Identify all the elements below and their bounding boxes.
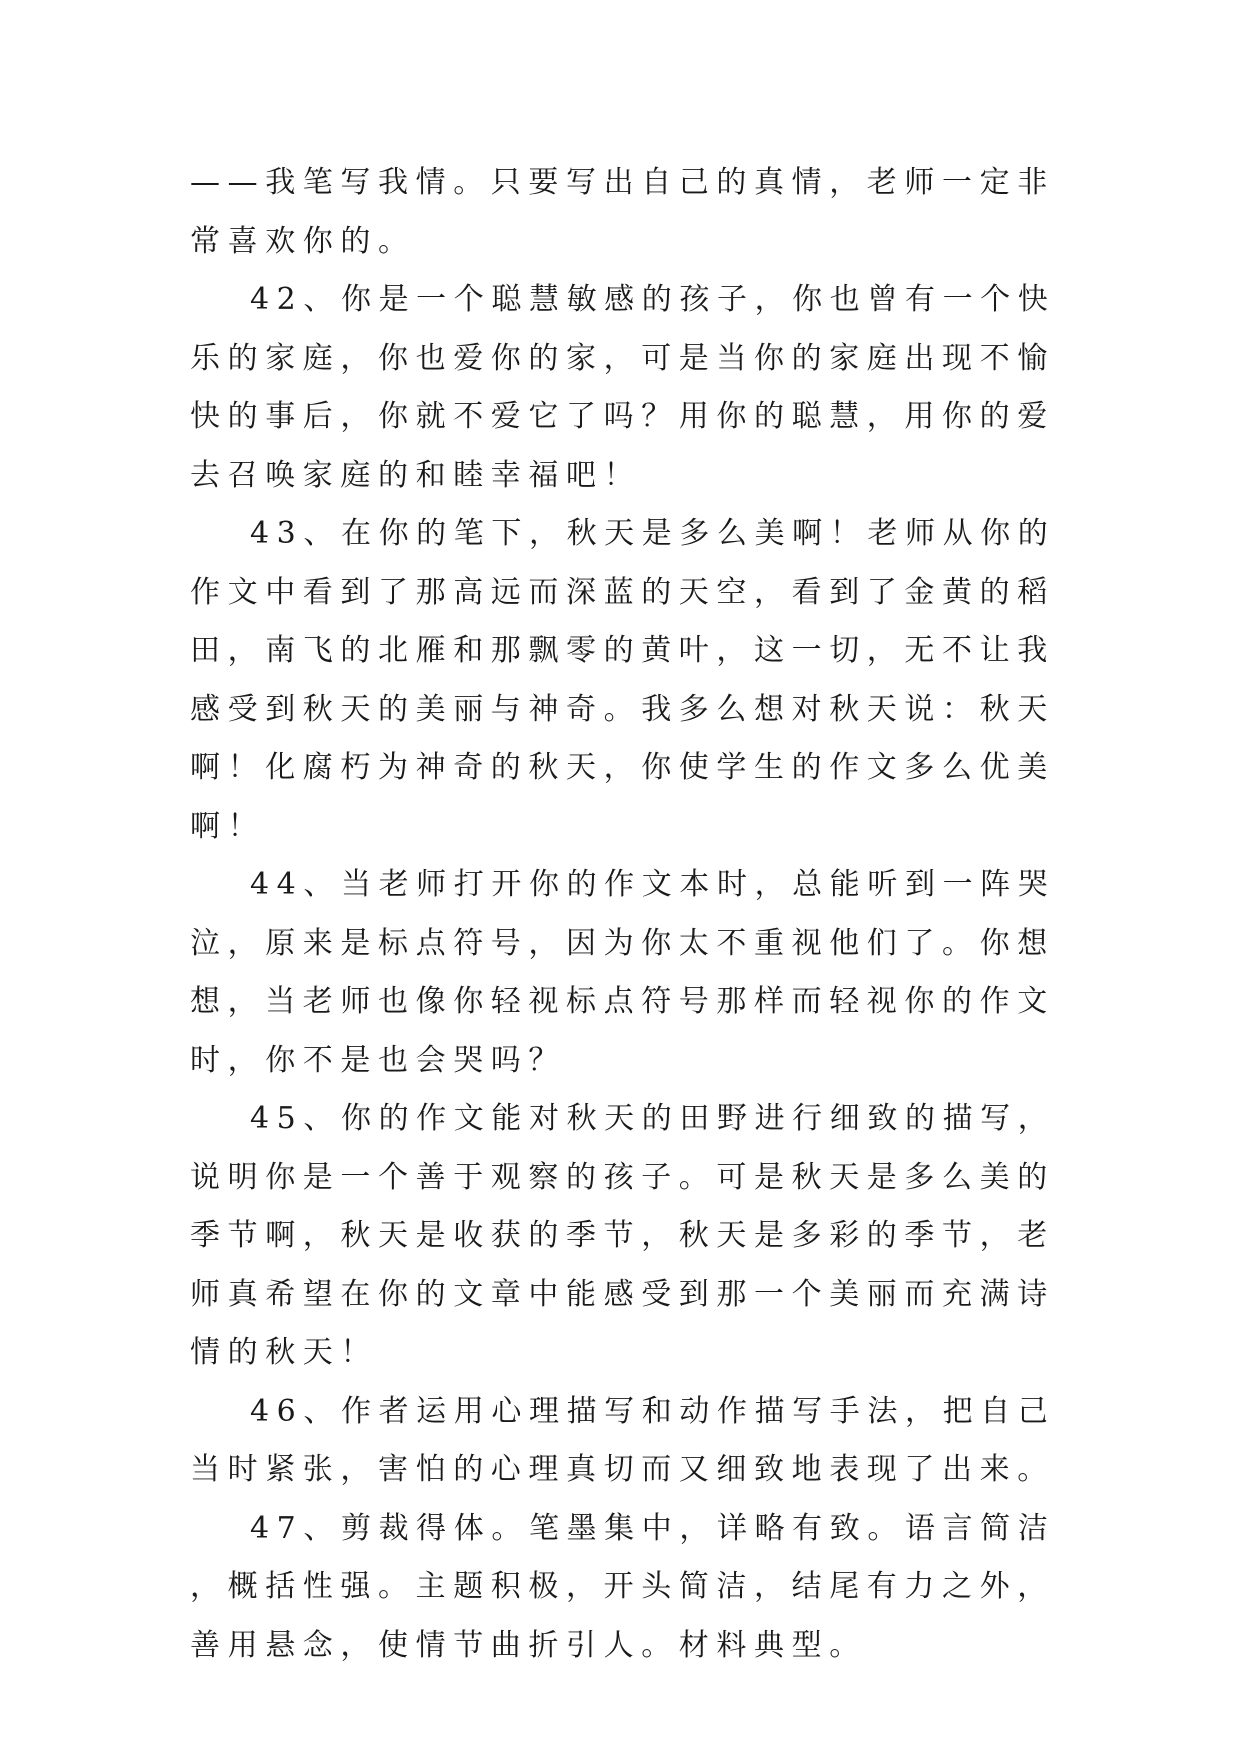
paragraph-45: 45、你的作文能对秋天的田野进行细致的描写，说明你是一个善于观察的孩子。可是秋天是多么美的季节啊，秋天是收获的季节，秋天是多彩的季节，老师真希望在你的文章中能感受到那一个美丽而充满诗情的秋天！ (190, 1101, 1056, 1370)
paragraph-47: 47、剪裁得体。笔墨集中，详略有致。语言简洁，概括性强。主题积极，开头简洁，结尾有力之外，善用悬念，使情节曲折引人。材料典型。 (190, 1510, 1056, 1663)
paragraph-41-continuation: ——我笔写我情。只要写出自己的真情，老师一定非常喜欢你的。 (190, 165, 1055, 259)
document-body (190, 154, 1060, 1675)
paragraph-46: 46、作者运用心理描写和动作描写手法，把自己当时紧张，害怕的心理真切而又细致地表现了出来。 (190, 1393, 1056, 1487)
paragraph-42: 42、你是一个聪慧敏感的孩子，你也曾有一个快乐的家庭，你也爱你的家，可是当你的家庭出现不愉快的事后，你就不爱它了吗？用你的聪慧，用你的爱去召唤家庭的和睦幸福吧！ (190, 282, 1056, 493)
paragraph-43: 43、在你的笔下，秋天是多么美啊！老师从你的作文中看到了那高远而深蓝的天空，看到了金黄的稻田，南飞的北雁和那飘零的黄叶，这一切，无不让我感受到秋天的美丽与神奇。我多么想对秋天说：秋天啊！化腐朽为神奇的秋天，你使学生的作文多么优美啊！ (190, 516, 1056, 844)
paragraph-44: 44、当老师打开你的作文本时，总能听到一阵哭泣，原来是标点符号，因为你太不重视他们了。你想想，当老师也像你轻视标点符号那样而轻视你的作文时，你不是也会哭吗？ (190, 867, 1056, 1078)
